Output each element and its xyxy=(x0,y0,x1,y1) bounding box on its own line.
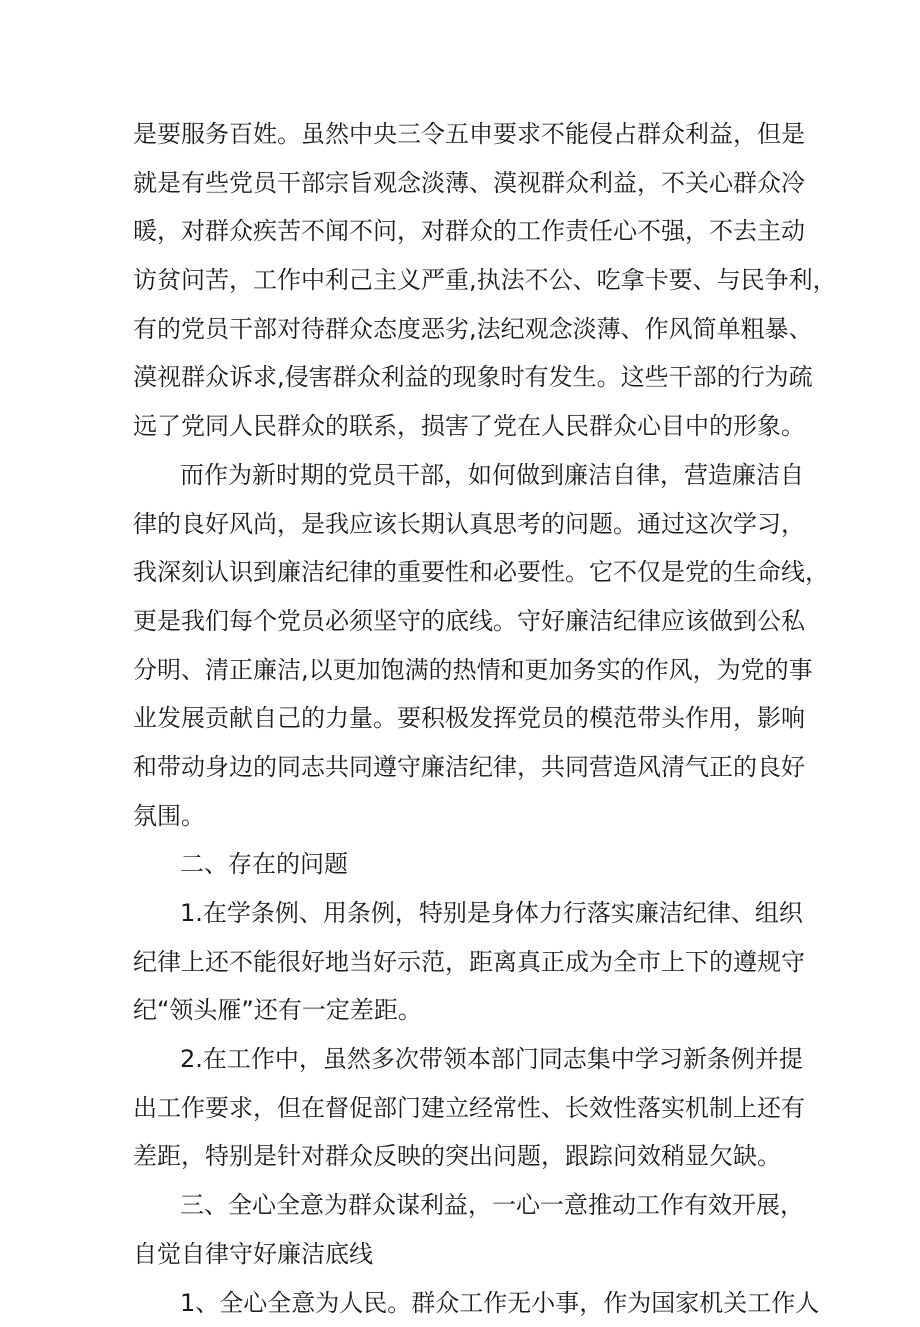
text-line: 纪律上还不能很好地当好示范，距离真正成为全市上下的遵规守 xyxy=(133,938,803,987)
list-item-first-line: 2.在工作中，虽然多次带领本部门同志集中学习新条例并提 xyxy=(133,1035,803,1084)
list-item-first-line: 1.在学条例、用条例，特别是身体力行落实廉洁纪律、组织 xyxy=(133,889,803,938)
list-item-first-line: 1、全心全意为人民。群众工作无小事，作为国家机关工作人 xyxy=(133,1279,803,1327)
text-line: 出工作要求，但在督促部门建立经常性、长效性落实机制上还有 xyxy=(133,1084,803,1133)
text-line: 差距，特别是针对群众反映的突出问题，跟踪问效稍显欠缺。 xyxy=(133,1132,803,1181)
section-heading: 三、全心全意为群众谋利益，一心一意推动工作有效开展， xyxy=(133,1181,803,1230)
text-line: 远了党同人民群众的联系，损害了党在人民群众心目中的形象。 xyxy=(133,402,803,451)
section-heading-continuation: 自觉自律守好廉洁底线 xyxy=(133,1230,803,1279)
text-line: 更是我们每个党员必须坚守的底线。守好廉洁纪律应该做到公私 xyxy=(133,597,803,646)
text-line: 漠视群众诉求,侵害群众利益的现象时有发生。这些干部的行为疏 xyxy=(133,353,803,402)
text-line: 有的党员干部对待群众态度恶劣,法纪观念淡薄、作风简单粗暴、 xyxy=(133,305,803,354)
text-line: 暖，对群众疾苦不闻不问，对群众的工作责任心不强，不去主动 xyxy=(133,207,803,256)
text-line: 就是有些党员干部宗旨观念淡薄、漠视群众利益，不关心群众冷 xyxy=(133,159,803,208)
paragraph-first-line: 而作为新时期的党员干部，如何做到廉洁自律，营造廉洁自 xyxy=(133,451,803,500)
text-line: 纪“领头雁”还有一定差距。 xyxy=(133,986,803,1035)
document-body xyxy=(133,110,803,1327)
text-line: 和带动身边的同志共同遵守廉洁纪律，共同营造风清气正的良好 xyxy=(133,743,803,792)
text-line: 氛围。 xyxy=(133,792,803,841)
text-line: 律的良好风尚，是我应该长期认真思考的问题。通过这次学习， xyxy=(133,500,803,549)
text-line: 业发展贡献自己的力量。要积极发挥党员的模范带头作用，影响 xyxy=(133,694,803,743)
text-line: 分明、清正廉洁,以更加饱满的热情和更加务实的作风，为党的事 xyxy=(133,646,803,695)
text-line: 我深刻认识到廉洁纪律的重要性和必要性。它不仅是党的生命线， xyxy=(133,548,803,597)
section-heading: 二、存在的问题 xyxy=(133,840,803,889)
text-line: 访贫问苦，工作中利己主义严重,执法不公、吃拿卡要、与民争利， xyxy=(133,256,803,305)
text-line: 是要服务百姓。虽然中央三令五申要求不能侵占群众利益，但是 xyxy=(133,110,803,159)
